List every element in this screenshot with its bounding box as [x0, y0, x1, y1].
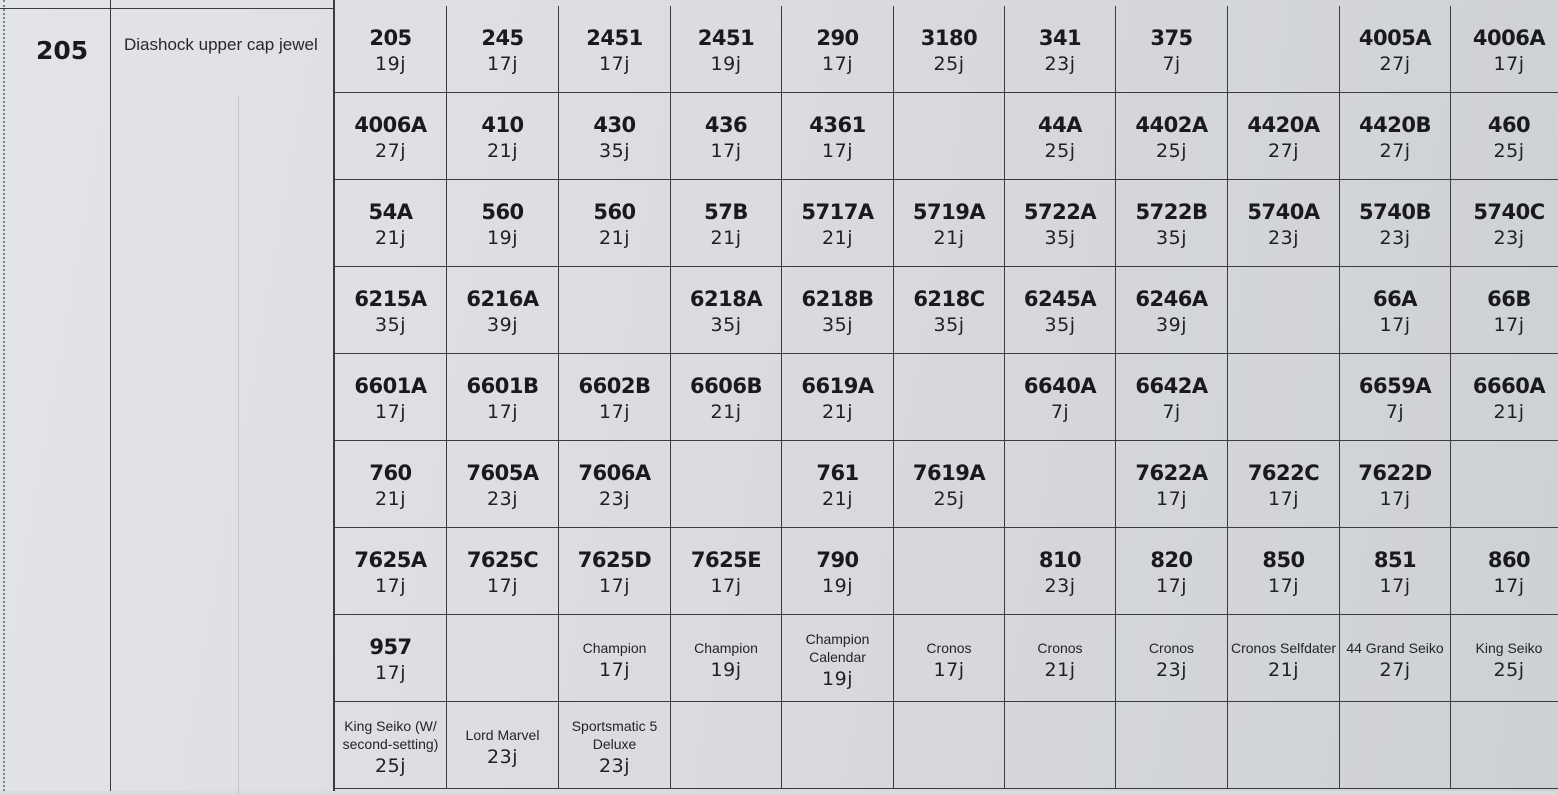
empty-cell [1005, 702, 1116, 789]
jewel-count: 21j [1044, 658, 1076, 681]
caliber-cell [335, 180, 447, 267]
caliber-label: 851 [1373, 548, 1417, 572]
caliber-label: 205 [369, 26, 412, 50]
jewel-count: 23j [1379, 227, 1411, 249]
caliber-cell [1340, 354, 1451, 441]
jewel-count: 7j [1162, 401, 1181, 423]
jewel-count: 35j [1044, 314, 1076, 336]
caliber-cell [1451, 6, 1558, 93]
caliber-label: 6606B [690, 374, 762, 398]
empty-cell [1451, 441, 1558, 528]
caliber-cell [671, 354, 782, 441]
jewel-count: 27j [1268, 140, 1299, 162]
jewel-count: 25j [1044, 140, 1076, 162]
caliber-label: 44 Grand Seiko [1346, 639, 1444, 656]
caliber-cell [559, 354, 671, 441]
caliber-cell [335, 6, 447, 93]
caliber-cell [1116, 6, 1228, 93]
jewel-count: 17j [599, 401, 630, 423]
caliber-label: 460 [1487, 113, 1531, 137]
empty-cell [782, 702, 894, 789]
caliber-cell [447, 702, 559, 789]
jewel-count: 17j [487, 575, 518, 597]
jewel-count: 21j [1268, 658, 1299, 681]
caliber-label: 7605A [466, 461, 539, 485]
caliber-label: 6218C [913, 287, 985, 311]
caliber-cell [559, 6, 671, 93]
jewel-count: 21j [375, 488, 406, 510]
ghost-rule [238, 95, 239, 795]
caliber-label: 6215A [354, 287, 427, 311]
jewel-count: 17j [1156, 488, 1187, 510]
caliber-label: 6660A [1472, 374, 1546, 398]
caliber-label: 4006A [1472, 26, 1546, 50]
caliber-label: 7606A [578, 461, 651, 485]
jewel-count: 19j [822, 667, 853, 690]
caliber-cell [447, 528, 559, 615]
caliber-cell [1340, 441, 1451, 528]
jewel-count: 21j [822, 488, 853, 510]
jewel-count: 17j [710, 140, 742, 162]
jewel-count: 17j [933, 658, 965, 681]
caliber-label: 44A [1038, 113, 1082, 137]
caliber-cell [782, 93, 894, 180]
jewel-count: 23j [1044, 575, 1076, 597]
caliber-label: 6601A [354, 374, 427, 398]
jewel-count: 25j [933, 488, 965, 510]
jewel-count: 17j [822, 53, 853, 75]
jewel-count: 17j [599, 658, 630, 681]
empty-cell [1228, 6, 1340, 93]
empty-cell [1116, 702, 1228, 789]
jewel-count: 23j [487, 745, 518, 768]
caliber-label: Cronos Selfdater [1230, 639, 1337, 656]
caliber-cell [1116, 180, 1228, 267]
caliber-label: 810 [1038, 548, 1082, 572]
jewel-count: 17j [1268, 488, 1299, 510]
caliber-cell [782, 6, 894, 93]
caliber-cell [1116, 441, 1228, 528]
jewel-count: 17j [487, 53, 518, 75]
caliber-cell [1340, 180, 1451, 267]
empty-cell [1005, 441, 1116, 528]
caliber-cell [894, 615, 1005, 702]
empty-cell [894, 528, 1005, 615]
caliber-cell [335, 615, 447, 702]
jewel-count: 21j [375, 227, 406, 249]
jewel-count: 25j [1493, 658, 1525, 681]
caliber-label: 850 [1262, 548, 1305, 572]
caliber-label: 790 [816, 548, 859, 572]
caliber-label: 57B [704, 200, 748, 224]
caliber-label: 5722B [1135, 200, 1208, 224]
caliber-cell [447, 6, 559, 93]
jewel-count: 27j [375, 140, 406, 162]
caliber-label: 4420A [1247, 113, 1320, 137]
caliber-cell [671, 180, 782, 267]
caliber-label: 7622A [1135, 461, 1208, 485]
jewel-count: 35j [933, 314, 965, 336]
caliber-label: 3180 [920, 26, 978, 50]
caliber-cell [335, 528, 447, 615]
caliber-cell [782, 354, 894, 441]
column-rule [110, 0, 111, 791]
caliber-label: 375 [1150, 26, 1193, 50]
caliber-cell [1005, 267, 1116, 354]
caliber-label: Cronos [1037, 639, 1083, 656]
caliber-label: Cronos [1148, 639, 1195, 656]
caliber-label: 6245A [1023, 287, 1097, 311]
caliber-label: 761 [816, 461, 859, 485]
caliber-label: 6659A [1358, 374, 1432, 398]
caliber-cell [671, 267, 782, 354]
jewel-count: 17j [1379, 575, 1411, 597]
caliber-label: 6602B [578, 374, 651, 398]
jewel-count: 17j [1268, 575, 1299, 597]
caliber-label: King Seiko (W/ second-setting) [342, 717, 439, 752]
caliber-cell [1451, 180, 1558, 267]
caliber-label: 560 [481, 200, 524, 224]
caliber-cell [782, 441, 894, 528]
caliber-label: 66A [1373, 287, 1417, 311]
caliber-label: 54A [368, 200, 413, 224]
caliber-label: 6218B [801, 287, 874, 311]
caliber-cell [1116, 528, 1228, 615]
row-rule [0, 8, 335, 9]
caliber-cell [1451, 615, 1558, 702]
jewel-count: 17j [599, 575, 630, 597]
empty-cell [671, 702, 782, 789]
jewel-count: 17j [1493, 53, 1525, 75]
caliber-cell [1116, 93, 1228, 180]
caliber-label: 436 [704, 113, 748, 137]
jewel-count: 17j [487, 401, 518, 423]
caliber-cell [1340, 6, 1451, 93]
jewel-count: 21j [487, 140, 518, 162]
jewel-count: 23j [487, 488, 518, 510]
caliber-cell [1005, 6, 1116, 93]
caliber-label: 7622C [1247, 461, 1320, 485]
caliber-cell [1340, 267, 1451, 354]
caliber-cell [1340, 615, 1451, 702]
caliber-label: 245 [481, 26, 524, 50]
jewel-count: 17j [710, 575, 742, 597]
caliber-cell [1116, 615, 1228, 702]
jewel-count: 25j [1156, 140, 1187, 162]
empty-cell [559, 267, 671, 354]
caliber-table [335, 6, 1558, 791]
caliber-label: 6216A [466, 287, 539, 311]
caliber-label: Lord Marvel [465, 726, 540, 743]
caliber-cell [1228, 528, 1340, 615]
jewel-count: 23j [599, 488, 630, 510]
caliber-label: 5740B [1359, 200, 1431, 224]
caliber-label: 5740A [1247, 200, 1320, 224]
caliber-cell [1005, 180, 1116, 267]
jewel-count: 35j [599, 140, 630, 162]
caliber-label: 5722A [1023, 200, 1097, 224]
caliber-label: 4005A [1358, 26, 1432, 50]
caliber-cell [1451, 354, 1558, 441]
caliber-cell [1228, 180, 1340, 267]
caliber-label: 7622D [1358, 461, 1432, 485]
caliber-label: 7625C [466, 548, 539, 572]
empty-cell [894, 702, 1005, 789]
caliber-label: 2451 [697, 26, 755, 50]
jewel-count: 35j [375, 314, 406, 336]
part-number: 205 [36, 36, 89, 65]
jewel-count: 17j [599, 53, 630, 75]
jewel-count: 27j [1379, 140, 1411, 162]
caliber-cell [335, 93, 447, 180]
caliber-label: Champion [582, 639, 647, 656]
jewel-count: 27j [1379, 658, 1411, 681]
jewel-count: 19j [710, 658, 742, 681]
caliber-cell [335, 441, 447, 528]
caliber-cell [671, 93, 782, 180]
caliber-cell [1451, 267, 1558, 354]
jewel-count: 17j [375, 575, 406, 597]
caliber-label: 7619A [912, 461, 986, 485]
empty-cell [671, 441, 782, 528]
caliber-label: 4402A [1135, 113, 1208, 137]
caliber-cell [447, 441, 559, 528]
jewel-count: 25j [375, 754, 406, 777]
caliber-label: 6642A [1135, 374, 1208, 398]
caliber-cell [447, 93, 559, 180]
caliber-cell [335, 702, 447, 789]
caliber-cell [782, 528, 894, 615]
caliber-cell [1116, 267, 1228, 354]
caliber-label: 7625D [577, 548, 652, 572]
caliber-label: 6619A [801, 374, 874, 398]
caliber-cell [894, 267, 1005, 354]
caliber-label: 6601B [466, 374, 539, 398]
jewel-count: 23j [1268, 227, 1299, 249]
jewel-count: 17j [1379, 314, 1411, 336]
caliber-label: Champion [694, 639, 758, 656]
caliber-label: 560 [593, 200, 636, 224]
caliber-cell [1451, 528, 1558, 615]
caliber-label: 410 [481, 113, 524, 137]
caliber-label: 5719A [912, 200, 986, 224]
jewel-count: 7j [1162, 53, 1181, 75]
part-name: Diashock upper cap jewel [124, 35, 318, 54]
jewel-count: 27j [1379, 53, 1411, 75]
caliber-cell [1340, 528, 1451, 615]
empty-cell [447, 615, 559, 702]
perforation-edge [3, 0, 5, 791]
jewel-count: 21j [1493, 401, 1525, 423]
empty-cell [894, 93, 1005, 180]
jewel-count: 21j [710, 227, 742, 249]
jewel-count: 21j [933, 227, 965, 249]
empty-cell [894, 354, 1005, 441]
caliber-cell [1228, 441, 1340, 528]
jewel-count: 17j [822, 140, 853, 162]
caliber-label: 5717A [801, 200, 874, 224]
empty-cell [1228, 354, 1340, 441]
jewel-count: 17j [1493, 575, 1525, 597]
caliber-cell [335, 267, 447, 354]
caliber-cell [559, 441, 671, 528]
caliber-cell [671, 6, 782, 93]
caliber-label: 6640A [1023, 374, 1097, 398]
caliber-label: 6218A [689, 287, 763, 311]
jewel-count: 7j [1050, 401, 1070, 423]
jewel-count: 21j [599, 227, 630, 249]
caliber-cell [782, 615, 894, 702]
caliber-label: 4361 [809, 113, 866, 137]
jewel-count: 17j [1156, 575, 1187, 597]
jewel-count: 17j [375, 662, 406, 684]
caliber-cell [671, 528, 782, 615]
jewel-count: 35j [1156, 227, 1187, 249]
empty-cell [1340, 702, 1451, 789]
jewel-count: 35j [1044, 227, 1076, 249]
caliber-label: 7625E [690, 548, 762, 572]
jewel-count: 23j [1044, 53, 1076, 75]
jewel-count: 19j [487, 227, 518, 249]
caliber-label: 341 [1038, 26, 1082, 50]
jewel-count: 35j [822, 314, 853, 336]
caliber-cell [559, 528, 671, 615]
caliber-label: 2451 [586, 26, 643, 50]
jewel-count: 23j [599, 754, 630, 777]
jewel-count: 39j [1156, 314, 1187, 336]
caliber-label: Sportsmatic 5 Deluxe [571, 717, 658, 752]
caliber-label: 5740C [1473, 200, 1545, 224]
jewel-count: 35j [710, 314, 742, 336]
caliber-label: Champion Calendar [805, 630, 870, 665]
caliber-cell [894, 180, 1005, 267]
jewel-count: 17j [375, 401, 406, 423]
caliber-cell [1116, 354, 1228, 441]
caliber-label: 6246A [1135, 287, 1208, 311]
caliber-label: 957 [369, 635, 412, 659]
caliber-cell [782, 267, 894, 354]
caliber-cell [1451, 93, 1558, 180]
caliber-cell [1228, 615, 1340, 702]
caliber-label: King Seiko [1475, 639, 1543, 656]
jewel-count: 21j [822, 401, 853, 423]
caliber-cell [559, 180, 671, 267]
empty-cell [1228, 702, 1340, 789]
jewel-count: 21j [822, 227, 853, 249]
caliber-cell [894, 441, 1005, 528]
caliber-cell [1340, 93, 1451, 180]
caliber-label: 860 [1487, 548, 1531, 572]
caliber-label: 66B [1487, 287, 1531, 311]
caliber-label: 290 [816, 26, 859, 50]
jewel-count: 19j [375, 53, 406, 75]
jewel-count: 39j [487, 314, 518, 336]
jewel-count: 21j [710, 401, 742, 423]
jewel-count: 23j [1493, 227, 1525, 249]
caliber-cell [559, 615, 671, 702]
jewel-count: 17j [1493, 314, 1525, 336]
caliber-label: 4006A [354, 113, 427, 137]
jewel-count: 19j [822, 575, 853, 597]
caliber-cell [1005, 93, 1116, 180]
jewel-count: 25j [933, 53, 965, 75]
caliber-label: 820 [1150, 548, 1193, 572]
caliber-cell [1005, 615, 1116, 702]
caliber-cell [1228, 93, 1340, 180]
empty-cell [1228, 267, 1340, 354]
caliber-label: 430 [593, 113, 636, 137]
jewel-count: 17j [1379, 488, 1411, 510]
caliber-label: 7625A [354, 548, 427, 572]
caliber-label: Cronos [926, 639, 972, 656]
caliber-cell [671, 615, 782, 702]
caliber-cell [559, 702, 671, 789]
jewel-count: 19j [710, 53, 742, 75]
empty-cell [1451, 702, 1558, 789]
caliber-cell [559, 93, 671, 180]
caliber-cell [447, 180, 559, 267]
caliber-cell [1005, 354, 1116, 441]
caliber-label: 760 [369, 461, 412, 485]
caliber-cell [335, 354, 447, 441]
jewel-count: 25j [1493, 140, 1525, 162]
jewel-count: 7j [1385, 401, 1405, 423]
caliber-cell [894, 6, 1005, 93]
caliber-label: 4420B [1359, 113, 1431, 137]
jewel-count: 23j [1156, 658, 1187, 681]
caliber-cell [447, 267, 559, 354]
caliber-cell [447, 354, 559, 441]
caliber-cell [782, 180, 894, 267]
caliber-cell [1005, 528, 1116, 615]
